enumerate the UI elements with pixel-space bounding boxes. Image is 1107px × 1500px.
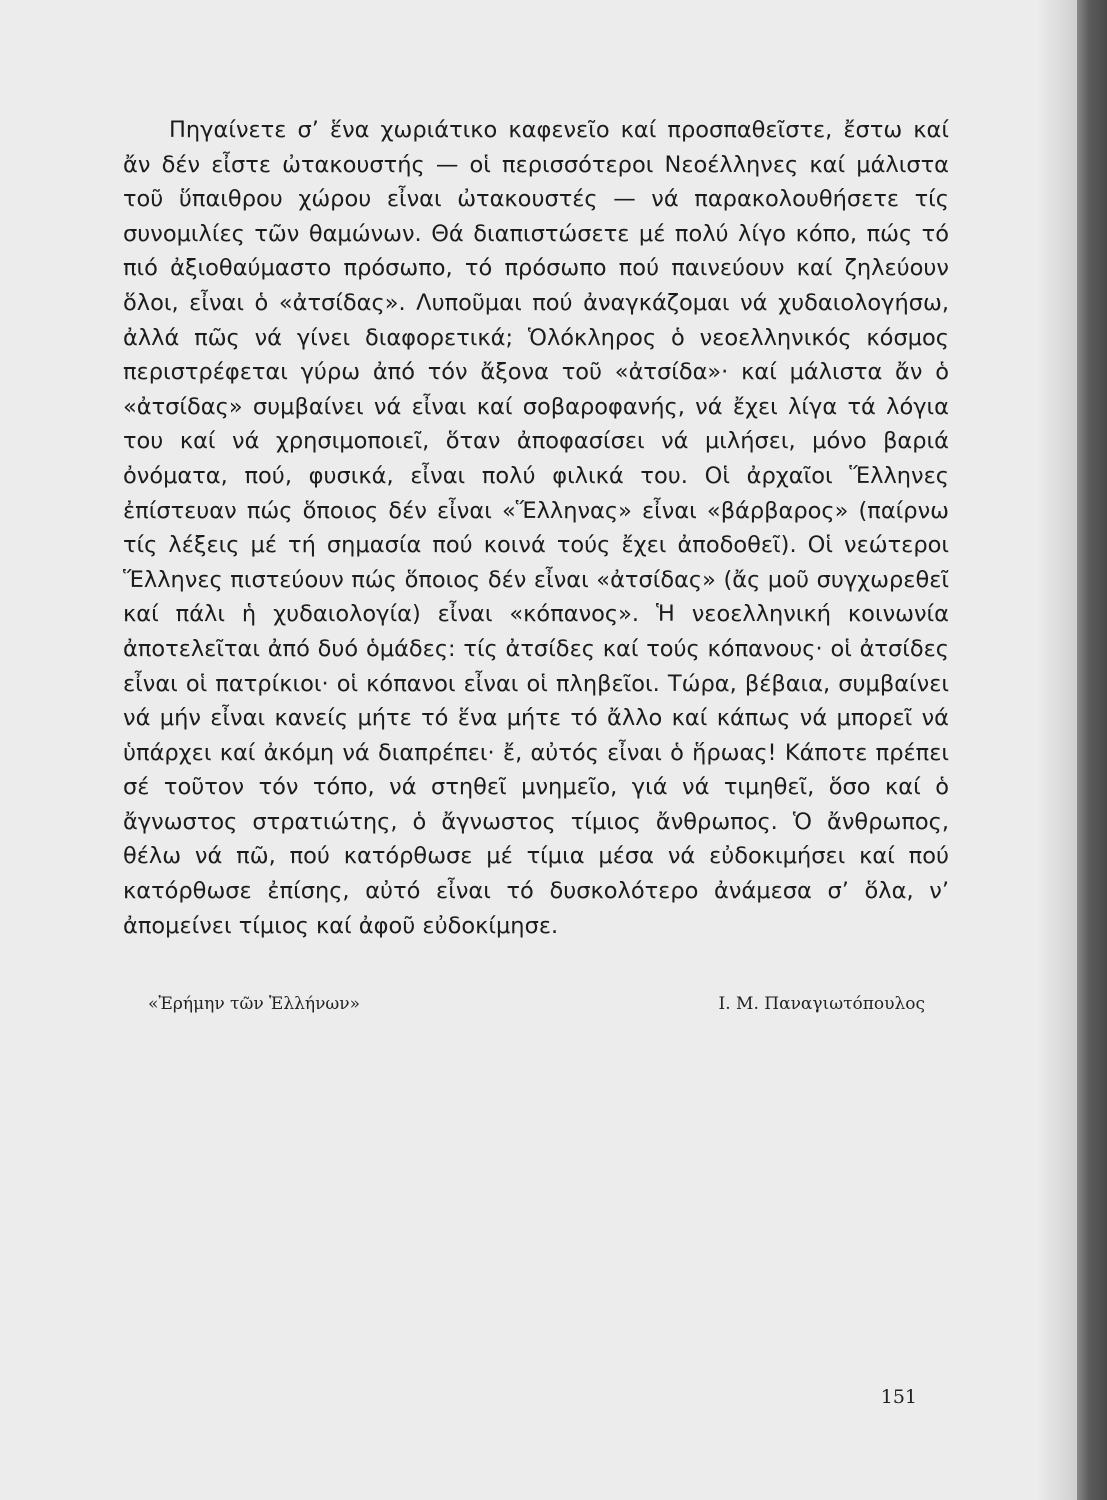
page-number: 151: [880, 1386, 917, 1408]
source-citation: «Ἐρήμην τῶν Ἑλλήνων»: [148, 994, 361, 1014]
author-name: Ι. Μ. Παναγιωτόπουλος: [718, 994, 925, 1014]
scan-edge: [1077, 0, 1107, 1500]
article-body: Πηγαίνετε σ’ ἕνα χωριάτικο καφενεῖο καί προσπαθεῖστε, ἔστω καί ἄν δέν εἶστε ὠτακουστής — οἱ περισσότεροι Νεοέλληνες καί μάλιστα τοῦ ὕπαιθρου χώρου εἶναι ὠτακουστές — νά παρακολουθήσετε τίς συνομιλίες τῶν θαμώνων. Θά διαπιστώσετε μέ πολύ λίγο κόπο, πώς τό πιό ἀξιοθαύμαστο πρόσωπο, τό πρόσωπο πού παινεύουν καί ζηλεύουν ὅλοι, εἶναι ὁ «ἀτσίδας». Λυποῦμαι πού ἀναγκάζομαι νά χυδαιολογήσω, ἀλλά πῶς νά γίνει διαφορετικά; Ὁλόκληρος ὁ νεοελληνικός κόσμος περιστρέφεται γύρω ἀπό τόν ἄξονα τοῦ «ἀτσίδα»· καί μάλιστα ἄν ὁ «ἀτσίδας» συμβαίνει νά εἶναι καί σοβαροφανής, νά ἔχει λίγα τά λόγια του καί νά χρησιμοποιεῖ, ὅταν ἀποφασίσει νά μιλήσει, μόνο βαριά ὀνόματα, πού, φυσικά, εἶναι πολύ φιλικά του. Οἱ ἀρχαῖοι Ἕλληνες ἐπίστευαν πώς ὅποιος δέν εἶναι «Ἕλληνας» εἶναι «βάρβαρος» (παίρνω τίς λέξεις μέ τή σημασία πού κοινά τούς ἔχει ἀποδοθεῖ). Οἱ νεώτεροι Ἕλληνες πιστεύουν πώς ὅποιος δέν εἶναι «ἀτσίδας» (ἄς μοῦ συγχωρεθεῖ καί πάλι ἡ χυδαιολογία) εἶναι «κόπανος». Ἡ νεοελληνική κοινωνία ἀποτελεῖται ἀπό δυό ὁμάδες: τίς ἀτσίδες καί τούς κόπανους· οἱ ἀτσίδες εἶναι οἱ πατρίκιοι· οἱ κόπανοι εἶναι οἱ πληβεῖοι. Τώρα, βέβαια, συμβαίνει νά μήν εἶναι κανείς μήτε τό ἕνα μήτε τό ἄλλο καί κάπως νά μπορεῖ νά ὑπάρχει καί ἀκόμη νά διαπρέπει· ἔ, αὐτός εἶναι ὁ ἥρωας! Κάποτε πρέπει σέ τοῦτον τόν τόπο, νά στηθεῖ μνημεῖο, γιά νά τιμηθεῖ, ὅσο καί ὁ ἄγνωστος στρατιώτης, ὁ ἄγνωστος τίμιος ἄνθρωπος. Ὁ ἄνθρωπος, θέλω νά πῶ, πού κατόρθωσε μέ τίμια μέσα νά εὐδοκιμήσει καί πού κατόρθωσε ἐπίσης, αὐτό εἶναι τό δυσκολότερο ἀνάμεσα σ’ ὅλα, ν’ ἀπομείνει τίμιος καί ἀφοῦ εὐδοκίμησε.: [123, 117, 949, 939]
page-gutter-shadow: [1037, 0, 1077, 1500]
